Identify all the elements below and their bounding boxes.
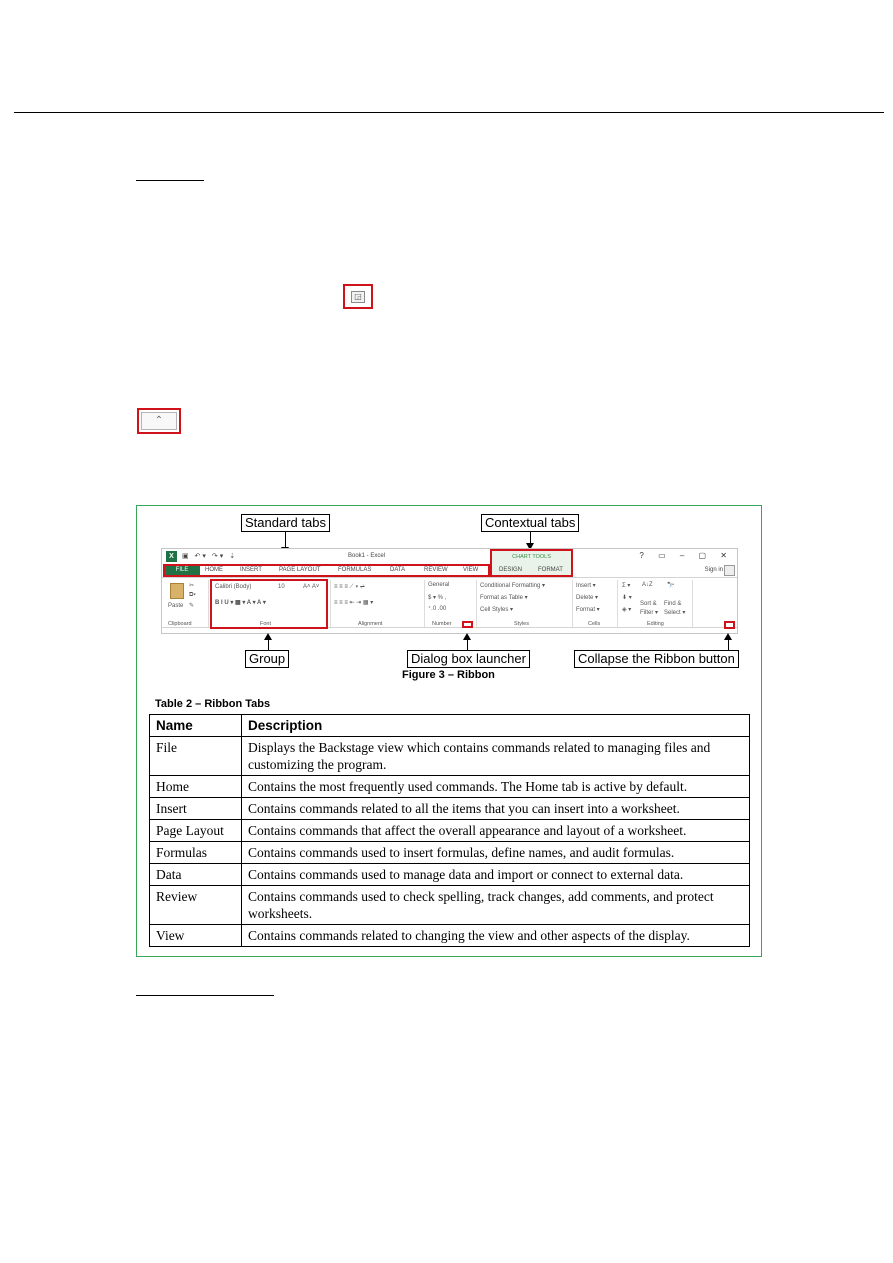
styles-conditional-formatting: Conditional Formatting ▾	[480, 583, 546, 589]
group-label-styles: Styles	[514, 621, 529, 627]
font-name-box: Calibri (Body)	[215, 584, 252, 590]
group-label-clipboard: Clipboard	[168, 621, 192, 627]
group-label-editing: Editing	[647, 621, 664, 627]
decimal-icons: ⁺.0 .00	[428, 606, 447, 612]
tab-formulas: FORMULAS	[338, 567, 372, 573]
table-cell-name: Insert	[150, 798, 242, 820]
table-cell-name: Review	[150, 886, 242, 925]
table-cell-description: Contains commands used to insert formulas, define names, and audit formulas.	[242, 842, 750, 864]
ribbon-titlebar	[162, 549, 737, 564]
table-row	[150, 776, 750, 798]
tab-data: DATA	[390, 567, 406, 573]
table-cell-name: View	[150, 925, 242, 947]
table-cell-name: Formulas	[150, 842, 242, 864]
ribbon-figure	[136, 505, 762, 957]
font-size-box: 10	[278, 584, 285, 590]
number-icons: $ ▾ % ,	[428, 595, 447, 601]
window-controls: ? ▭ – ▢ ✕	[639, 551, 733, 560]
section-heading-underline	[136, 180, 204, 181]
grow-shrink-font-icons: A˄ A˅	[303, 584, 320, 590]
editing-find-label: Find &	[664, 601, 682, 607]
autosum-icon: Σ ▾	[622, 583, 631, 589]
paste-label: Paste	[168, 603, 184, 609]
excel-ribbon-screenshot	[161, 548, 738, 634]
callout-standard-tabs: Standard tabs	[241, 514, 330, 532]
tab-page-layout: PAGE LAYOUT	[279, 567, 321, 573]
cut-icon: ✂	[189, 583, 195, 589]
group-label-cells: Cells	[588, 621, 601, 627]
section-heading-underline	[136, 995, 274, 996]
column-header-description: Description	[242, 715, 750, 737]
table-cell-description: Contains commands used to check spelling, track changes, add comments, and protect worksheets.	[242, 886, 750, 925]
header-rule	[14, 112, 884, 113]
table-row	[150, 864, 750, 886]
standard-tabs-highlight	[163, 564, 490, 577]
table-cell-name: Page Layout	[150, 820, 242, 842]
table-cell-name: Home	[150, 776, 242, 798]
ribbon-tabs-table	[149, 714, 750, 947]
copy-icon: ⧉▾	[189, 592, 196, 598]
table-cell-description: Displays the Backstage view which contains commands related to managing files and customizing the program.	[242, 737, 750, 776]
table-cell-description: Contains commands related to all the items that you can insert into a worksheet.	[242, 798, 750, 820]
table-row	[150, 842, 750, 864]
table-cell-description: Contains commands used to manage data and import or connect to external data.	[242, 864, 750, 886]
table-row	[150, 737, 750, 776]
table-cell-description: Contains commands related to changing the view and other aspects of the display.	[242, 925, 750, 947]
table-row	[150, 820, 750, 842]
avatar-icon	[724, 565, 735, 576]
callout-group: Group	[245, 650, 289, 668]
tab-review: REVIEW	[424, 567, 448, 573]
bold-italic-underline-icons: B I U ▾ ▦ ▾ A ▾ A ▾	[215, 600, 266, 606]
collapse-button-highlight	[724, 621, 735, 629]
tab-design: DESIGN	[499, 567, 523, 573]
format-painter-icon: ✎	[189, 603, 195, 609]
table-row	[150, 925, 750, 947]
group-separator	[208, 580, 209, 627]
tab-insert: INSERT	[240, 567, 262, 573]
table-cell-name: File	[150, 737, 242, 776]
group-separator	[572, 580, 573, 627]
table-caption: Table 2 – Ribbon Tabs	[155, 698, 271, 710]
group-highlight	[210, 579, 328, 629]
excel-logo-icon: X	[166, 551, 177, 562]
cells-delete: Delete ▾	[576, 595, 599, 601]
group-label-number: Number	[432, 621, 452, 627]
table-cell-description: Contains the most frequently used commands. The Home tab is active by default.	[242, 776, 750, 798]
tab-home: HOME	[205, 567, 223, 573]
dialog-launcher-highlight	[462, 621, 473, 628]
collapse-ribbon-example	[137, 408, 181, 434]
table-row	[150, 886, 750, 925]
styles-format-as-table: Format as Table ▾	[480, 595, 528, 601]
group-label-font: Font	[260, 621, 272, 627]
tab-view: VIEW	[463, 567, 479, 573]
group-label-alignment: Alignment	[358, 621, 383, 627]
document-title: Book1 - Excel	[348, 553, 386, 559]
chevron-up-icon: ⌃	[141, 412, 177, 430]
figure-caption: Figure 3 – Ribbon	[402, 669, 495, 681]
editing-select-label: Select ▾	[664, 610, 686, 616]
contextual-tabs-highlight	[490, 549, 573, 577]
paste-icon	[170, 583, 184, 599]
quick-access-toolbar: ▣ ↶▾ ↷▾ ⇣	[182, 553, 238, 560]
contextual-tab-set-title: CHART TOOLS	[512, 554, 551, 560]
sign-in-link: Sign in	[704, 567, 723, 573]
group-separator	[617, 580, 618, 627]
editing-sort-label: Sort &	[640, 601, 657, 607]
cells-format: Format ▾	[576, 607, 600, 613]
styles-cell-styles: Cell Styles ▾	[480, 607, 514, 613]
alignment-icons: ≡ ≡ ≡ ⟋ ▾ ⇌	[334, 584, 365, 590]
editing-filter-label: Filter ▾	[640, 610, 659, 616]
find-select-icon: 🔭	[667, 583, 675, 589]
cells-insert: Insert ▾	[576, 583, 596, 589]
table-header-row	[150, 715, 750, 737]
tab-file: FILE	[164, 564, 200, 577]
dialog-box-launcher-example	[343, 284, 373, 309]
callout-dialog-box-launcher: Dialog box launcher	[407, 650, 530, 668]
group-separator	[476, 580, 477, 627]
callout-collapse-ribbon-button: Collapse the Ribbon button	[574, 650, 739, 668]
number-format-box: General	[428, 582, 450, 588]
group-separator	[330, 580, 331, 627]
table-cell-description: Contains commands that affect the overall appearance and layout of a worksheet.	[242, 820, 750, 842]
alignment-icons-row2: ≡ ≡ ≡ ⇤ ⇥ ▦ ▾	[334, 600, 374, 606]
table-cell-name: Data	[150, 864, 242, 886]
callout-contextual-tabs: Contextual tabs	[481, 514, 579, 532]
tab-format: FORMAT	[538, 567, 563, 573]
sort-filter-icon: A↓Z	[642, 582, 653, 588]
group-separator	[692, 580, 693, 627]
fill-icon: ⬇ ▾	[622, 595, 632, 601]
table-row	[150, 798, 750, 820]
dialog-launcher-icon: ◲	[351, 291, 365, 303]
column-header-name: Name	[150, 715, 242, 737]
clear-icon: ◈ ▾	[622, 607, 632, 613]
group-separator	[424, 580, 425, 627]
